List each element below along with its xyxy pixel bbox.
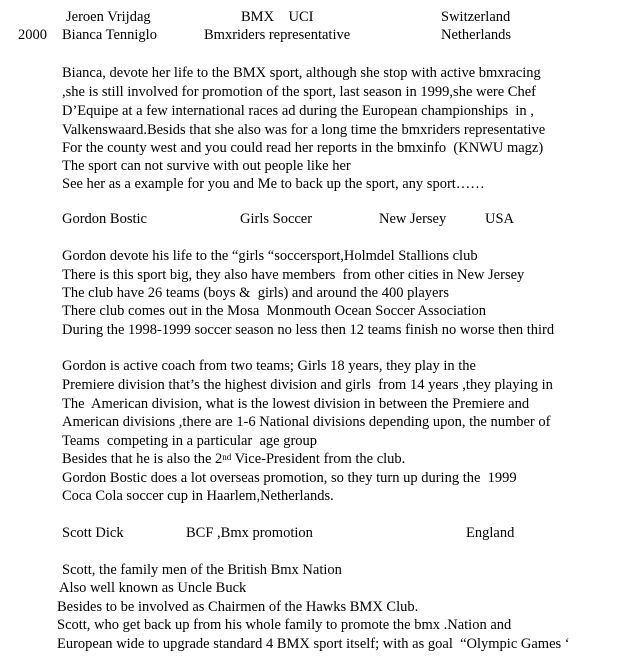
paragraph-line: ,she is still involved for promotion of the sport, last season in 1999,she were Chef <box>62 84 536 100</box>
header-discipline: Bmxriders representative <box>204 27 351 43</box>
paragraph-line: American divisions ,there are 1-6 National divisions depending upon, the number of <box>62 414 551 430</box>
paragraph-line: Premiere division that’s the highest division and girls from 14 years ,they playing in <box>62 377 553 393</box>
paragraph-line: Coca Cola soccer cup in Haarlem,Netherlands. <box>62 488 334 504</box>
paragraph-line: Bianca, devote her life to the BMX sport, although she stop with active bmxracing <box>62 65 541 81</box>
header-country: Netherlands <box>441 27 512 43</box>
vp-ordinal-suffix: nd <box>222 452 232 462</box>
paragraph-line: The sport can not survive with out people like her <box>62 158 351 174</box>
header-year: 2000 <box>18 27 47 43</box>
vp-text-after: Vice-President from the club. <box>231 451 406 467</box>
person-name: Gordon Bostic <box>62 211 147 227</box>
paragraph-line: Teams competing in a particular age group <box>62 433 318 449</box>
header-discipline: BMX UCI <box>241 9 314 25</box>
paragraph-line: For the county west and you could read her reports in the bmxinfo (KNWU magz) <box>62 140 544 156</box>
person-name: Scott Dick <box>62 525 124 541</box>
person-country: USA <box>485 211 515 227</box>
person-country: England <box>466 525 515 541</box>
header-name: Jeroen Vrijdag <box>66 9 151 25</box>
paragraph-line: Gordon Bostic does a lot overseas promotion, so they turn up during the 1999 <box>62 470 517 486</box>
paragraph-line: D’Equipe at a few international races ad during the European championships in , <box>62 103 534 119</box>
header-name: Bianca Tenniglo <box>62 27 157 43</box>
vice-president-line <box>62 451 405 467</box>
paragraph-line: Gordon devote his life to the “girls “soccersport,Holmdel Stallions club <box>62 248 478 264</box>
paragraph-line: Besides to be involved as Chairmen of the Hawks BMX Club. <box>57 599 419 615</box>
paragraph-line: European wide to upgrade standard 4 BMX sport itself; with as goal “Olympic Games ‘ <box>57 636 570 652</box>
paragraph-line: Also well known as Uncle Buck <box>59 580 247 596</box>
paragraph-line: Gordon is active coach from two teams; Girls 18 years, they play in the <box>62 358 476 374</box>
paragraph-line: The American division, what is the lowest division in between the Premiere and <box>62 396 530 412</box>
vp-text-before: Besides that he is also the 2 <box>62 451 223 467</box>
paragraph-line: The club have 26 teams (boys & girls) and around the 400 players <box>62 285 449 301</box>
paragraph-line: Scott, the family men of the British Bmx Nation <box>62 562 342 578</box>
paragraph-line: Scott, who get back up from his whole family to promote the bmx .Nation and <box>57 617 512 633</box>
person-role: BCF ,Bmx promotion <box>186 525 313 541</box>
header-country: Switzerland <box>441 9 511 25</box>
paragraph-line: Valkenswaard.Besids that she also was for a long time the bmxriders representative <box>62 122 546 138</box>
paragraph-line: There club comes out in the Mosa Monmouth Ocean Soccer Association <box>62 303 487 319</box>
paragraph-line: During the 1998-1999 soccer season no less then 12 teams finish no worse then third <box>62 322 555 338</box>
paragraph-line: There is this sport big, they also have members from other cities in New Jersey <box>62 267 525 283</box>
person-sport: Girls Soccer <box>240 211 313 227</box>
paragraph-line: See her as a example for you and Me to back up the sport, any sport…… <box>62 176 485 192</box>
person-state: New Jersey <box>379 211 447 227</box>
